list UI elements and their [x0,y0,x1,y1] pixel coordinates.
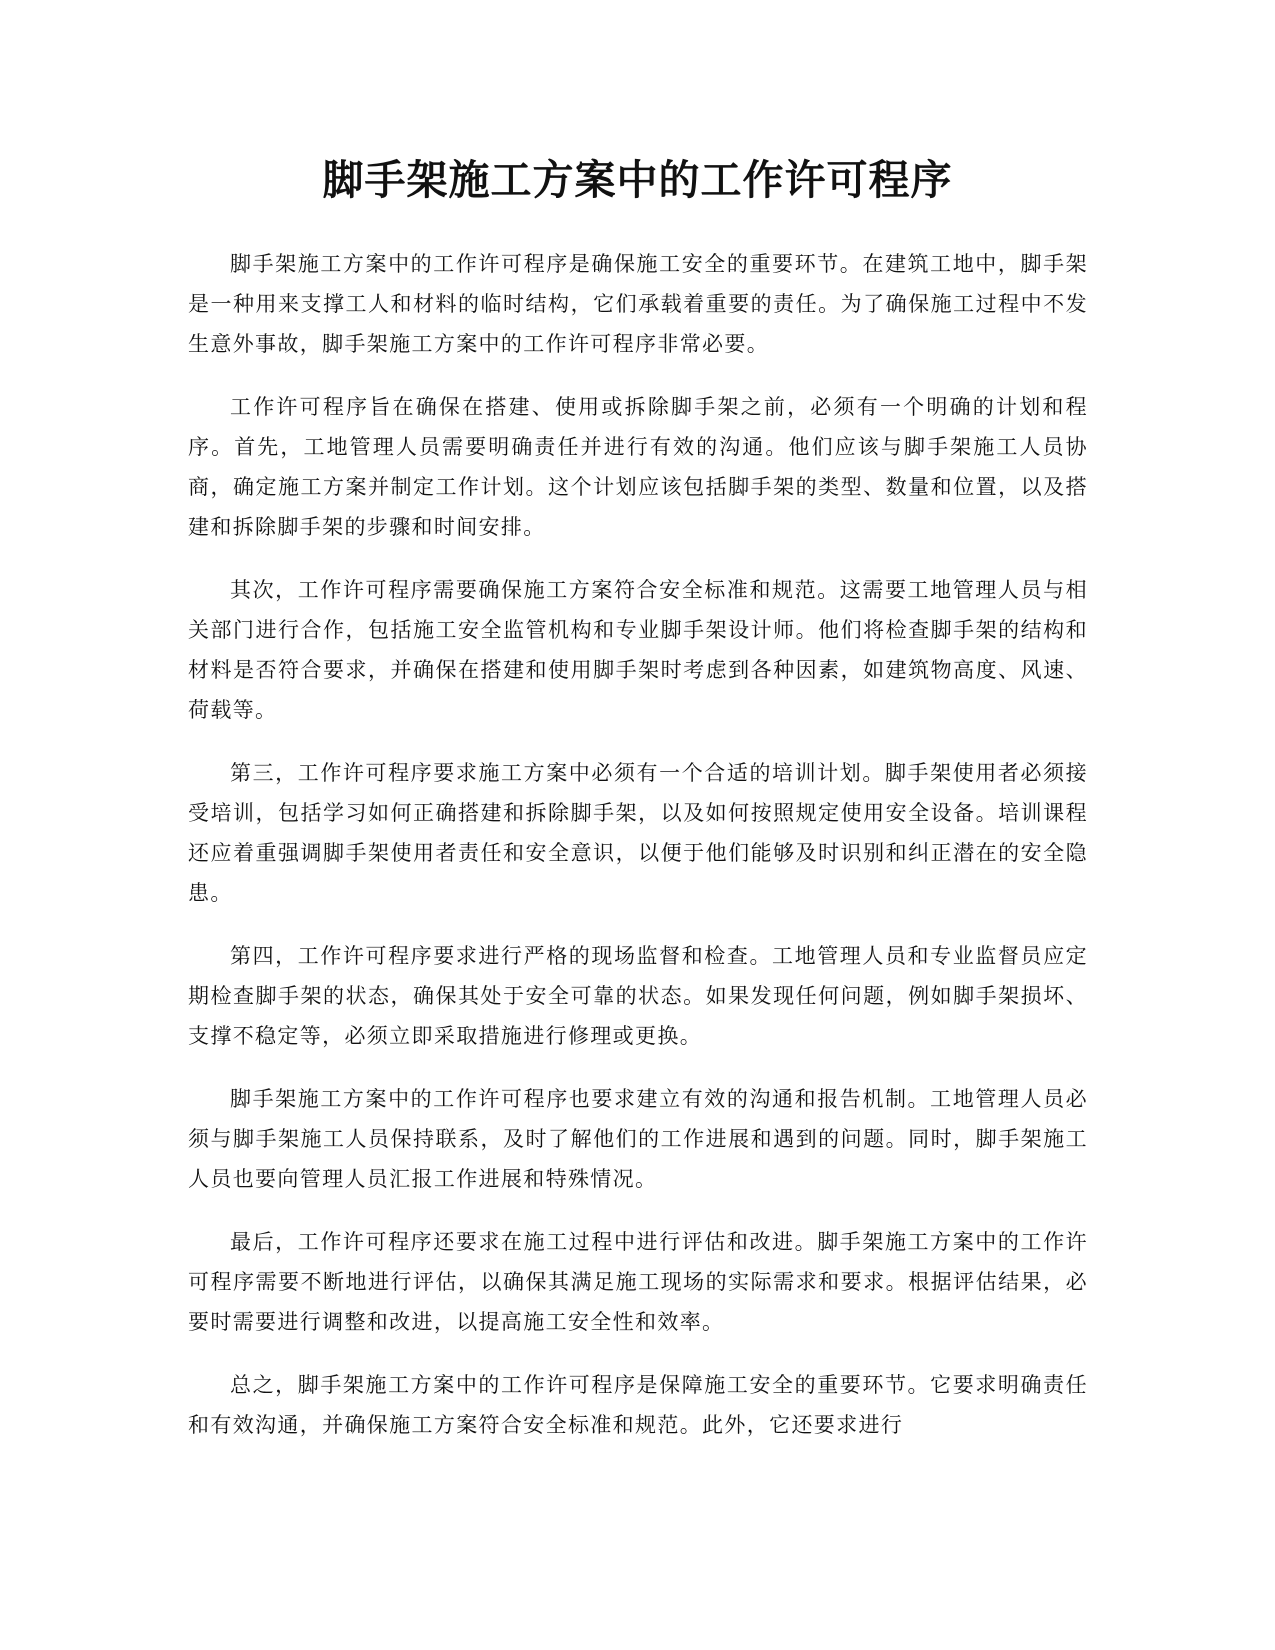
paragraph-4: 第三，工作许可程序要求施工方案中必须有一个合适的培训计划。脚手架使用者必须接受培训，包括学习如何正确搭建和拆除脚手架，以及如何按照规定使用安全设备。培训课程还应着重强调脚手架使用者责任和安全意识，以便于他们能够及时识别和纠正潜在的安全隐患。 [188,761,1088,905]
paragraph-7: 最后，工作许可程序还要求在施工过程中进行评估和改进。脚手架施工方案中的工作许可程序需要不断地进行评估，以确保其满足施工现场的实际需求和要求。根据评估结果，必要时需要进行调整和改进，以提高施工安全性和效率。 [188,1230,1088,1334]
paragraph-8: 总之，脚手架施工方案中的工作许可程序是保障施工安全的重要环节。它要求明确责任和有效沟通，并确保施工方案符合安全标准和规范。此外，它还要求进行 [188,1373,1088,1437]
paragraph-6: 脚手架施工方案中的工作许可程序也要求建立有效的沟通和报告机制。工地管理人员必须与脚手架施工人员保持联系，及时了解他们的工作进展和遇到的问题。同时，脚手架施工人员也要向管理人员汇报工作进展和特殊情况。 [188,1087,1088,1191]
document-title: 脚手架施工方案中的工作许可程序 [322,156,953,204]
paragraph-5: 第四，工作许可程序要求进行严格的现场监督和检查。工地管理人员和专业监督员应定期检查脚手架的状态，确保其处于安全可靠的状态。如果发现任何问题，例如脚手架损坏、支撑不稳定等，必须立即采取措施进行修理或更换。 [188,944,1088,1048]
paragraph-1: 脚手架施工方案中的工作许可程序是确保施工安全的重要环节。在建筑工地中，脚手架是一种用来支撑工人和材料的临时结构，它们承载着重要的责任。为了确保施工过程中不发生意外事故，脚手架施工方案中的工作许可程序非常必要。 [188,252,1088,356]
paragraph-3: 其次，工作许可程序需要确保施工方案符合安全标准和规范。这需要工地管理人员与相关部门进行合作，包括施工安全监管机构和专业脚手架设计师。他们将检查脚手架的结构和材料是否符合要求，并确保在搭建和使用脚手架时考虑到各种因素，如建筑物高度、风速、荷载等。 [188,578,1088,722]
document-body [188,244,1088,1468]
paragraph-2: 工作许可程序旨在确保在搭建、使用或拆除脚手架之前，必须有一个明确的计划和程序。首先，工地管理人员需要明确责任并进行有效的沟通。他们应该与脚手架施工人员协商，确定施工方案并制定工作计划。这个计划应该包括脚手架的类型、数量和位置，以及搭建和拆除脚手架的步骤和时间安排。 [188,395,1088,539]
